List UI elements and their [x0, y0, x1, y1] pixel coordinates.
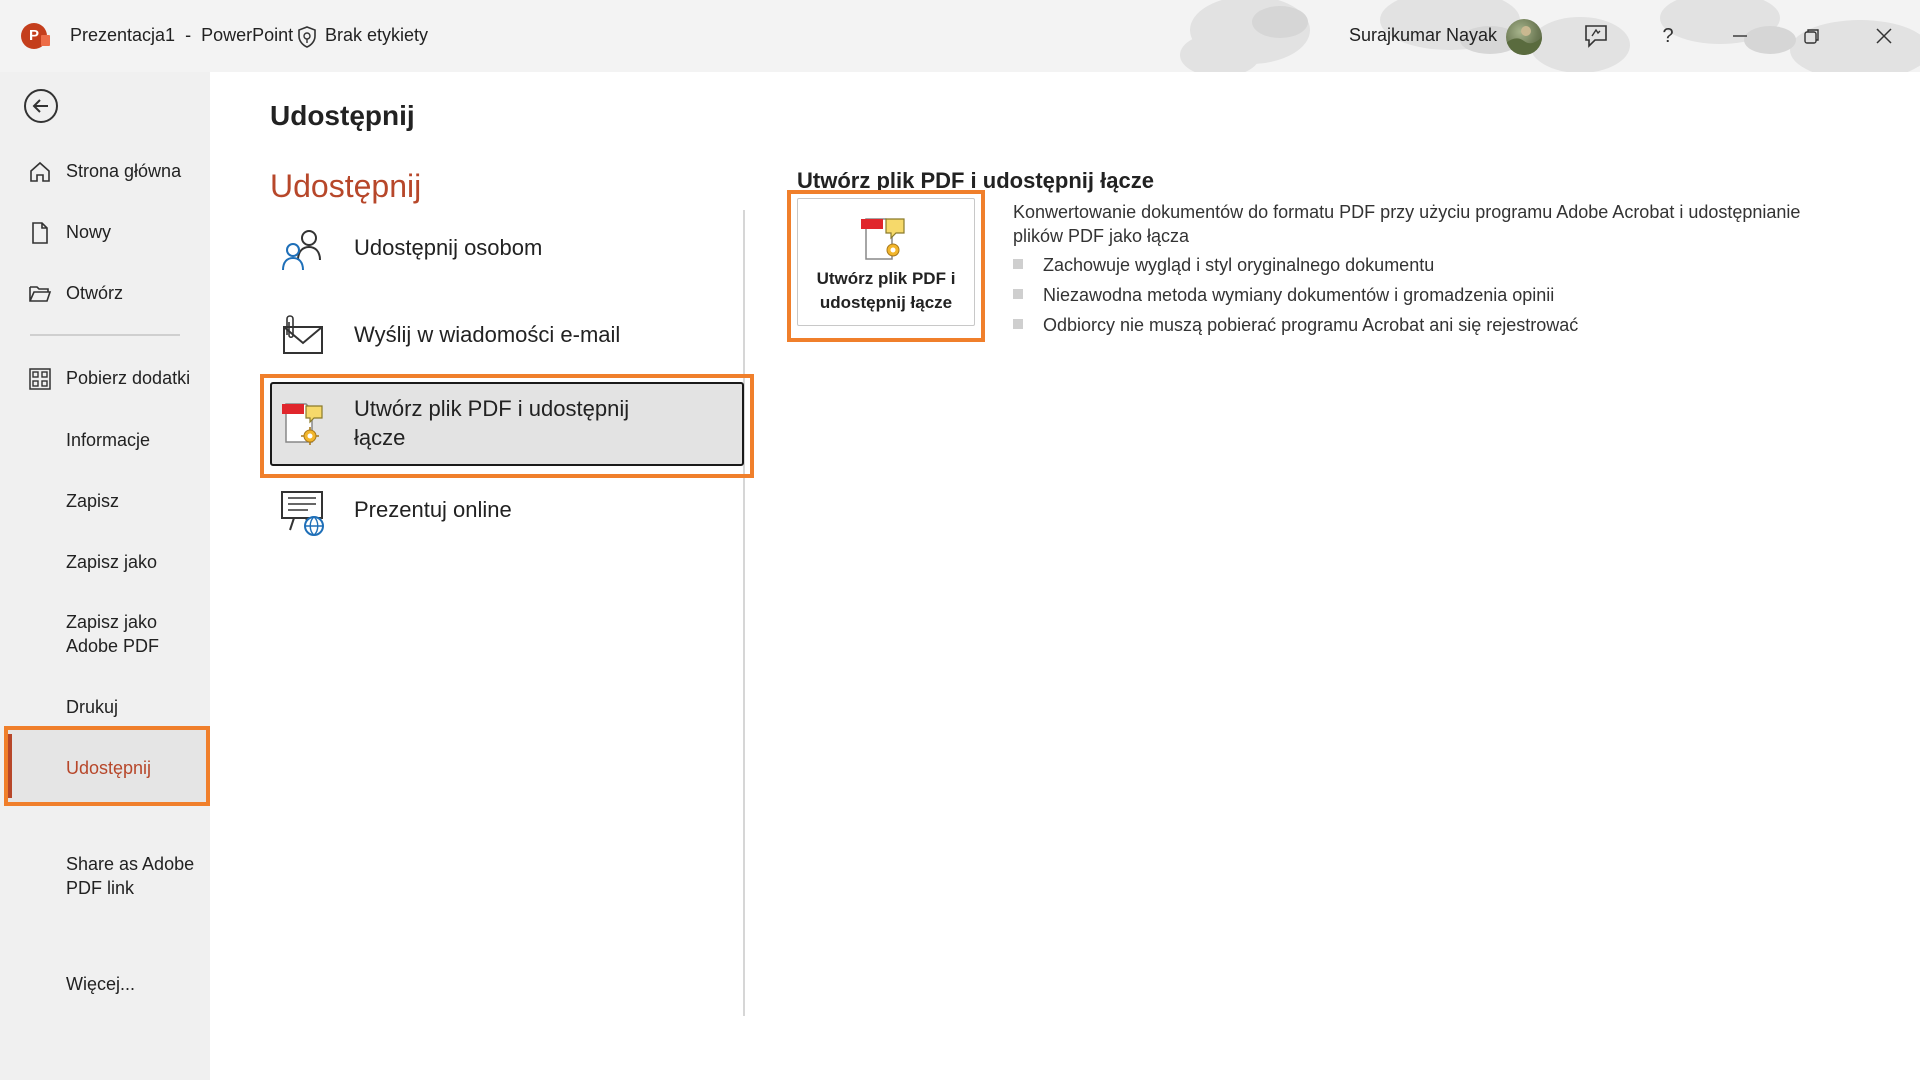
bullet-square-icon: [1013, 319, 1023, 329]
bullet-square-icon: [1013, 259, 1023, 269]
nav-share-adobe-pdf-link[interactable]: Share as Adobe PDF link: [66, 854, 195, 898]
pdf-share-link-icon: [858, 215, 912, 261]
nav-share[interactable]: Udostępnij: [66, 758, 152, 778]
back-button[interactable]: [24, 89, 58, 123]
feedback-icon[interactable]: [1578, 18, 1614, 54]
option-send-email[interactable]: Wyślij w wiadomości e-mail: [272, 301, 742, 371]
option-share-with-people[interactable]: Udostępnij osobom: [272, 214, 742, 284]
pdf-share-link-icon: [280, 398, 328, 446]
back-arrow-icon: [26, 91, 56, 121]
avatar[interactable]: [1506, 19, 1542, 55]
sensitivity-label[interactable]: Brak etykiety: [325, 25, 429, 45]
restore-icon[interactable]: [1794, 18, 1830, 54]
account-name[interactable]: Surajkumar Nayak: [1349, 25, 1498, 45]
option-present-online[interactable]: Prezentuj online: [272, 476, 742, 546]
sensitivity-shield-icon[interactable]: [296, 25, 318, 49]
detail-description: Konwertowanie dokumentów do formatu PDF przy użyciu programu Adobe Acrobat i udostępnianie plików PDF jako łącza: [1013, 202, 1801, 246]
option-create-pdf-share-link[interactable]: Utwórz plik PDF i udostępnij łącze: [270, 382, 744, 466]
pane-divider: [743, 210, 745, 1016]
nav-info[interactable]: Informacje: [66, 430, 151, 450]
create-pdf-share-link-button[interactable]: Utwórz plik PDF i udostępnij łącze: [797, 198, 975, 326]
nav-get-addins[interactable]: Pobierz dodatki: [0, 366, 210, 392]
title-bar: [0, 0, 1920, 72]
nav-new[interactable]: Nowy: [0, 220, 210, 246]
powerpoint-logo-icon: P: [21, 23, 47, 49]
nav-more[interactable]: Więcej...: [66, 974, 136, 994]
page-title: Udostępnij: [270, 100, 415, 131]
present-online-icon: [278, 488, 326, 536]
nav-open[interactable]: Otwórz: [0, 281, 210, 307]
share-people-icon: [278, 226, 326, 274]
section-title: Udostępnij: [270, 168, 422, 204]
addins-grid-icon: [28, 367, 52, 391]
bullet-square-icon: [1013, 289, 1023, 299]
email-attachment-icon: [278, 313, 326, 361]
nav-home[interactable]: Strona główna: [0, 159, 210, 185]
nav-save[interactable]: Zapisz: [66, 491, 120, 511]
nav-save-as-adobe-pdf[interactable]: Zapisz jako Adobe PDF: [66, 612, 160, 656]
detail-title: Utwórz plik PDF i udostępnij łącze: [797, 168, 1154, 193]
nav-print[interactable]: Drukuj: [66, 697, 119, 717]
home-icon: [28, 160, 52, 184]
nav-separator: [30, 334, 180, 336]
help-icon[interactable]: ?: [1662, 24, 1674, 47]
new-file-icon: [28, 221, 52, 245]
minimize-icon[interactable]: [1722, 18, 1758, 54]
folder-open-icon: [28, 282, 52, 306]
nav-save-as[interactable]: Zapisz jako: [66, 552, 158, 572]
close-icon[interactable]: [1866, 18, 1902, 54]
window-title: Prezentacja1 - PowerPoint: [70, 25, 294, 45]
